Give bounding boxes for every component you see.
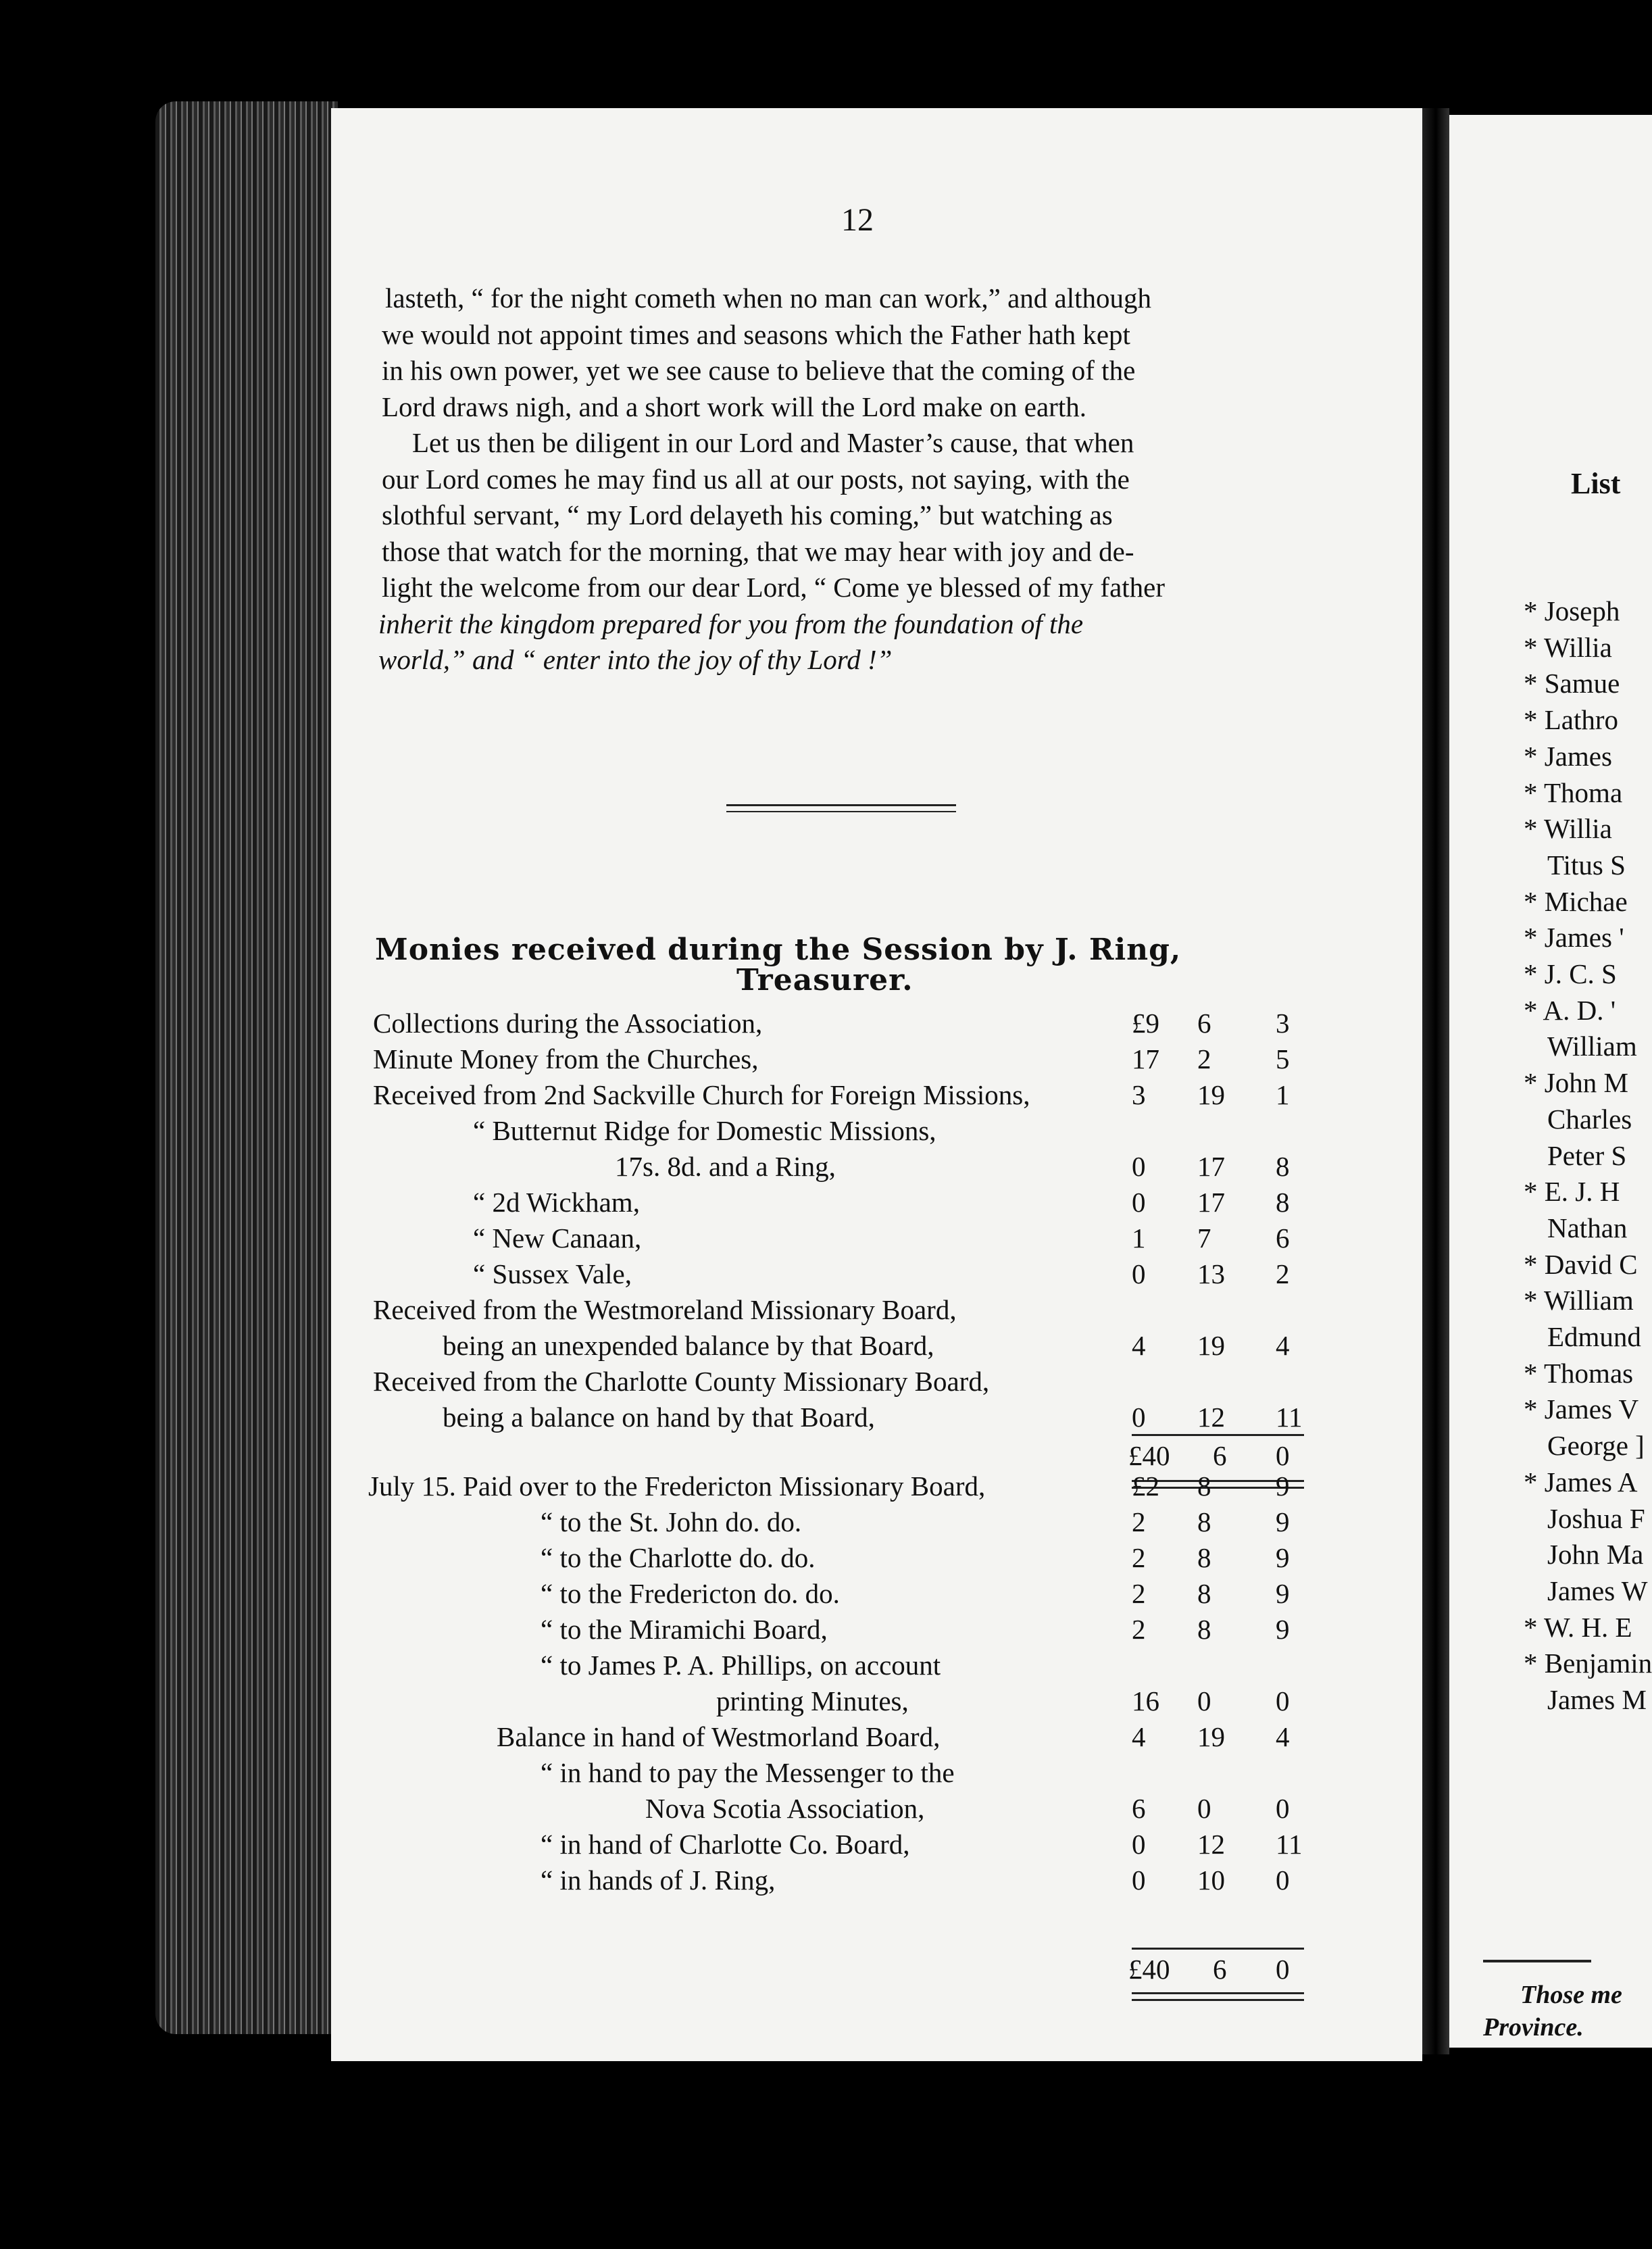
received-amount-shillings: 19 xyxy=(1197,1079,1225,1110)
paid-line-text: “ in hands of J. Ring, xyxy=(541,1864,776,1896)
received-amount-pounds: 17 xyxy=(1132,1043,1159,1074)
member-name: Edmund xyxy=(1547,1321,1641,1352)
paragraph-line: light the welcome from our dear Lord, “ Come ye blessed of my father xyxy=(382,572,1166,603)
member-name: * Joseph xyxy=(1524,595,1620,626)
member-name: * James A xyxy=(1524,1466,1638,1498)
paid-amount-pounds: 2 xyxy=(1132,1506,1146,1537)
member-name: Titus S xyxy=(1547,849,1626,881)
member-name: * Thoma xyxy=(1524,776,1623,808)
paragraph-line: Lord draws nigh, and a short work will the Lord make on earth. xyxy=(382,391,1086,422)
page-number: 12 xyxy=(841,202,874,238)
member-name: George ] xyxy=(1547,1430,1645,1462)
received-amount-shillings: 17 xyxy=(1197,1187,1225,1218)
received-line-text: Minute Money from the Churches, xyxy=(373,1043,759,1074)
received-amount-pence: 2 xyxy=(1276,1258,1290,1289)
paid-total-rule-top xyxy=(1132,1948,1304,1950)
received-amount-shillings: 7 xyxy=(1197,1222,1211,1254)
received-line-text: “ 2d Wickham, xyxy=(473,1187,640,1218)
paragraph-line: world,” and “ enter into the joy of thy Lord !” xyxy=(378,644,893,675)
received-total-shillings: 6 xyxy=(1213,1440,1227,1471)
member-name: William xyxy=(1547,1031,1637,1062)
paid-amount-pounds: 2 xyxy=(1132,1542,1146,1573)
received-amount-shillings: 17 xyxy=(1197,1151,1225,1182)
received-amount-pence: 3 xyxy=(1276,1008,1290,1039)
section-divider-2 xyxy=(726,811,956,812)
paid-line-text: “ in hand of Charlotte Co. Board, xyxy=(541,1829,910,1860)
paid-amount-pence: 0 xyxy=(1276,1793,1290,1824)
paid-amount-pence: 0 xyxy=(1276,1864,1290,1896)
paid-amount-pounds: 2 xyxy=(1132,1614,1146,1645)
book-spine xyxy=(155,101,338,2034)
book-gutter xyxy=(1422,108,1449,2054)
member-name: * John M xyxy=(1524,1067,1628,1099)
received-amount-pounds: 0 xyxy=(1132,1151,1146,1182)
member-name: * W. H. E xyxy=(1524,1611,1632,1643)
paragraph-line: slothful servant, “ my Lord delayeth his coming,” but watching as xyxy=(382,499,1113,530)
right-page-heading: List xyxy=(1571,467,1621,500)
member-name: James W xyxy=(1547,1575,1648,1606)
paid-line-text: printing Minutes, xyxy=(716,1685,909,1716)
member-name: * James V xyxy=(1524,1393,1639,1425)
member-name: * Thomas xyxy=(1524,1357,1634,1389)
received-amount-pence: 5 xyxy=(1276,1043,1290,1074)
paid-amount-shillings: 8 xyxy=(1197,1578,1211,1609)
paragraph-line: those that watch for the morning, that we may hear with joy and de- xyxy=(382,535,1134,567)
accounts-heading: Monies received during the Session by J. Ring, xyxy=(375,933,1182,967)
paid-amount-shillings: 12 xyxy=(1197,1829,1225,1860)
paragraph-line: Let us then be diligent in our Lord and Master’s cause, that when xyxy=(412,427,1134,458)
member-name: Peter S xyxy=(1547,1139,1627,1171)
paid-amount-shillings: 19 xyxy=(1197,1721,1225,1752)
paid-line-text: July 15. Paid over to the Fredericton Missionary Board, xyxy=(368,1470,986,1502)
paid-line-text: “ to the Miramichi Board, xyxy=(541,1614,828,1645)
footnote-line-1: Those me xyxy=(1520,1981,1622,2009)
member-name: * James ' xyxy=(1524,922,1624,954)
member-name: Joshua F xyxy=(1547,1502,1645,1534)
footnote-rule xyxy=(1483,1960,1591,1962)
received-amount-shillings: 13 xyxy=(1197,1258,1225,1289)
paid-total-double-rule xyxy=(1132,1992,1304,1994)
paragraph-line: inherit the kingdom prepared for you from the foundation of the xyxy=(378,608,1084,639)
paragraph-line: in his own power, yet we see cause to believe that the coming of the xyxy=(382,355,1136,386)
paid-amount-shillings: 0 xyxy=(1197,1793,1211,1824)
paragraph-line: lasteth, “ for the night cometh when no man can work,” and although xyxy=(385,282,1152,314)
paid-line-text: “ in hand to pay the Messenger to the xyxy=(541,1757,955,1788)
paid-amount-pounds: 4 xyxy=(1132,1721,1146,1752)
member-name: * Willia xyxy=(1524,631,1612,663)
received-amount-pence: 4 xyxy=(1276,1330,1290,1361)
member-name: * Benjamin xyxy=(1524,1648,1652,1679)
paid-amount-pence: 11 xyxy=(1276,1829,1303,1860)
member-name: * E. J. H xyxy=(1524,1176,1620,1208)
paid-amount-shillings: 8 xyxy=(1197,1542,1211,1573)
total-rule-top xyxy=(1132,1434,1304,1436)
received-line-text: Received from 2nd Sackville Church for Foreign Missions, xyxy=(373,1079,1030,1110)
member-name: * J. C. S xyxy=(1524,958,1617,989)
received-amount-pounds: 0 xyxy=(1132,1258,1146,1289)
member-name: * Lathro xyxy=(1524,704,1619,736)
paid-line-text: “ to the St. John do. do. xyxy=(541,1506,802,1537)
received-amount-pounds: £9 xyxy=(1132,1008,1159,1039)
paid-total-pounds: £40 xyxy=(1128,1954,1170,1985)
received-line-text: Collections during the Association, xyxy=(373,1008,763,1039)
member-name: James M xyxy=(1547,1684,1647,1715)
received-line-text: “ Sussex Vale, xyxy=(473,1258,632,1289)
member-name: Nathan xyxy=(1547,1212,1628,1243)
paid-line-text: “ to the Charlotte do. do. xyxy=(541,1542,816,1573)
paid-amount-pence: 4 xyxy=(1276,1721,1290,1752)
received-amount-pounds: 3 xyxy=(1132,1079,1146,1110)
received-amount-pence: 1 xyxy=(1276,1079,1290,1110)
received-line-text: Received from the Charlotte County Missionary Board, xyxy=(373,1366,990,1397)
received-amount-pence: 6 xyxy=(1276,1222,1290,1254)
received-amount-pence: 8 xyxy=(1276,1187,1290,1218)
received-total-pence: 0 xyxy=(1276,1440,1290,1471)
paid-amount-pounds: £2 xyxy=(1132,1470,1159,1502)
paid-amount-pounds: 0 xyxy=(1132,1829,1146,1860)
paid-line-text: “ to the Fredericton do. do. xyxy=(541,1578,840,1609)
received-amount-pounds: 4 xyxy=(1132,1330,1146,1361)
received-line-text: 17s. 8d. and a Ring, xyxy=(615,1151,836,1182)
paragraph-line: our Lord comes he may find us all at our posts, not saying, with the xyxy=(382,463,1130,495)
member-name: * Michae xyxy=(1524,885,1628,917)
member-name: * David C xyxy=(1524,1248,1638,1280)
paragraph-line: we would not appoint times and seasons which the Father hath kept xyxy=(382,318,1130,350)
paid-line-text: “ to James P. A. Phillips, on account xyxy=(541,1650,941,1681)
section-divider xyxy=(726,804,956,806)
received-line-text: being a balance on hand by that Board, xyxy=(443,1402,875,1433)
paid-total-shillings: 6 xyxy=(1213,1954,1227,1985)
paid-amount-pence: 9 xyxy=(1276,1506,1290,1537)
member-name: * William xyxy=(1524,1285,1634,1316)
member-name: John Ma xyxy=(1547,1539,1644,1571)
received-line-text: “ New Canaan, xyxy=(473,1222,642,1254)
paid-amount-pounds: 0 xyxy=(1132,1864,1146,1896)
received-amount-pounds: 0 xyxy=(1132,1402,1146,1433)
accounts-heading-treasurer: Treasurer. xyxy=(736,963,913,997)
received-amount-shillings: 19 xyxy=(1197,1330,1225,1361)
paid-amount-pounds: 2 xyxy=(1132,1578,1146,1609)
paid-amount-shillings: 8 xyxy=(1197,1614,1211,1645)
paid-amount-pence: 9 xyxy=(1276,1614,1290,1645)
paid-amount-shillings: 8 xyxy=(1197,1470,1211,1502)
paid-line-text: Balance in hand of Westmorland Board, xyxy=(497,1721,941,1752)
received-amount-pounds: 0 xyxy=(1132,1187,1146,1218)
received-total-pounds: £40 xyxy=(1128,1440,1170,1471)
received-amount-shillings: 12 xyxy=(1197,1402,1225,1433)
paid-amount-pence: 0 xyxy=(1276,1685,1290,1716)
received-amount-pence: 11 xyxy=(1276,1402,1303,1433)
paid-line-text: Nova Scotia Association, xyxy=(645,1793,925,1824)
received-line-text: being an unexpended balance by that Board, xyxy=(443,1330,934,1361)
paid-amount-pence: 9 xyxy=(1276,1578,1290,1609)
member-name: * Samue xyxy=(1524,668,1620,699)
received-amount-shillings: 2 xyxy=(1197,1043,1211,1074)
paid-total-double-rule xyxy=(1132,1999,1304,2001)
member-name: * James xyxy=(1524,740,1612,772)
paid-total-pence: 0 xyxy=(1276,1954,1290,1985)
paid-amount-pence: 9 xyxy=(1276,1542,1290,1573)
paid-amount-pence: 9 xyxy=(1276,1470,1290,1502)
paid-amount-shillings: 0 xyxy=(1197,1685,1211,1716)
paid-amount-shillings: 8 xyxy=(1197,1506,1211,1537)
received-amount-shillings: 6 xyxy=(1197,1008,1211,1039)
paid-amount-shillings: 10 xyxy=(1197,1864,1225,1896)
received-amount-pence: 8 xyxy=(1276,1151,1290,1182)
received-amount-pounds: 1 xyxy=(1132,1222,1146,1254)
received-line-text: Received from the Westmoreland Missionary Board, xyxy=(373,1294,957,1325)
footnote-line-2: Province. xyxy=(1483,2013,1584,2042)
paid-amount-pounds: 6 xyxy=(1132,1793,1146,1824)
member-name: Charles xyxy=(1547,1103,1632,1135)
member-name: * Willia xyxy=(1524,813,1612,845)
paid-amount-pounds: 16 xyxy=(1132,1685,1159,1716)
received-line-text: “ Butternut Ridge for Domestic Missions, xyxy=(473,1115,936,1146)
member-name: * A. D. ' xyxy=(1524,994,1616,1026)
